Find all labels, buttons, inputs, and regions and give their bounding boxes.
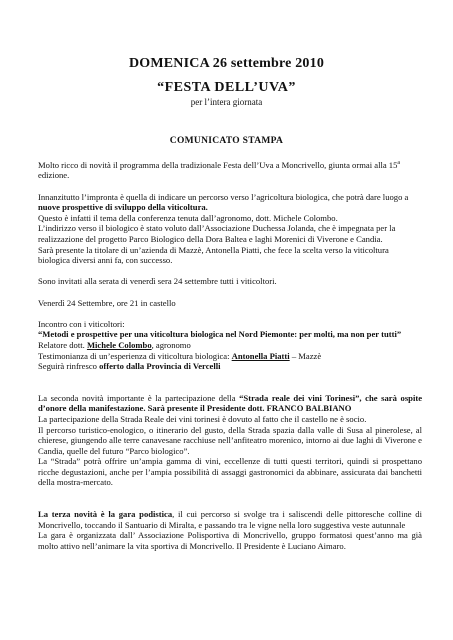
press-release-heading: COMUNICATO STAMPA [169, 136, 284, 146]
third-novelty-highlight: La terza novità è la gara podistica [38, 509, 173, 520]
guest-line: Sarà presente la titolare di un’azienda di Mazzè, Antonella Piatti, che fece la scelta verso la viticoltura biologica diversi anni fa, con successo. [38, 244, 389, 266]
second-novelty-route: Il percorso turistico-enologico, o itinerario del gusto, della Strada spazia dalla valle di Susa al pinerolese, al chierese, giungendo alle terre canavesane racchiuse nell’anfiteatro morenico, intorno ai due laghi di Viverone e Candia, quelle del futuro “Parco biologico”. [38, 424, 422, 456]
speaker-name: Michele Colombo [86, 339, 152, 350]
schedule-line: Venerdì 24 Settembre, ore 21 in castello [38, 297, 176, 308]
second-novelty-section [38, 393, 422, 488]
first-novelty-highlight: nuove prospettive di sviluppo della viticoltura. [38, 202, 208, 213]
second-novelty-membership: La partecipazione della Strada Reale dei vini torinesi è dovuto al fatto che il castello ne è socio. [38, 413, 367, 424]
edition-superscript: a [397, 160, 401, 166]
event-subtitle: per l’intera giornata [190, 97, 263, 107]
intro-paragraph: Molto ricco di novità il programma della tradizionale Festa dell’Uva a Moncrivello, giunta ormai alla 15$^a$ edizione. [38, 159, 401, 181]
speaker-line: Relatore dott. Michele Colombo, agronomo [38, 339, 191, 350]
first-novelty-intro: Innanzitutto l’impronta è quella di indicare un percorso verso l’agricoltura biologica, che potrà dare luogo a nuove prospettive di sviluppo della viticoltura. [38, 191, 409, 213]
third-novelty-intro: La terza novità è la gara podistica, il cui percorso si svolge tra i saliscendi delle pittoresche colline di Moncrivello, toccando il Santuario di Miralta, e passando tra le vigne nella loro suggestiva veste autunnale [38, 509, 422, 530]
document-body [38, 158, 422, 551]
third-novelty-organizer: La gara è organizzata dall’ Associazione Polisportiva di Moncrivello, gruppo formatosi quest’anno ma già molto attivo nell’animare la vita sportiva di Moncrivello. Il Presidente è Luciano Aimaro. [38, 530, 422, 551]
first-novelty-section [38, 192, 422, 266]
refreshment-line: Seguirà rinfresco offerto dalla Provincia di Vercelli [38, 361, 221, 372]
association-line: L’indirizzo verso il biologico è stato voluto dall’Associazione Duchessa Jolanda, che è impegnata per la realizzazione del progetto Parco Biologico della Dora Baltea e laghi Morenici di Viverone e Candia. [38, 223, 396, 245]
second-novelty-highlight: “Strada reale dei vini Torinesi”, che sarà ospite d’onore della manifestazione. Sarà presente il Presidente dott. FRANCO BALBIANO [38, 392, 423, 414]
second-novelty-wines: La “Strada” potrà offrire un’ampia gamma di vini, eccellenze di tutti questi territori, quindi si prospettano ricche degustazioni, anche per l’ampia possibilità di assaggi gastronomici da abbinare, assicurata dai banchetti della mostra-mercato. [38, 456, 422, 488]
event-date: DOMENICA 26 settembre 2010 [128, 56, 325, 71]
witness-line: Testimonianza di un’esperienza di viticoltura biologica: Antonella Piatti – Mazzè [38, 350, 322, 361]
invite-line: Sono invitati alla serata di venerdì sera 24 settembre tutti i viticoltori. [38, 276, 277, 287]
event-title: “FESTA DELL’UVA” [157, 80, 296, 95]
witness-name: Antonella Piatti [231, 350, 290, 361]
meeting-topic: “Metodi e prospettive per una viticoltura biologica nel Nord Piemonte: per molti, ma non per tutti” [38, 329, 402, 340]
meeting-section [38, 319, 422, 372]
second-novelty-intro: La seconda novità importante è la partecipazione della “Strada reale dei vini Torinesi”, che sarà ospite d’onore della manifestazione. Sarà presente il Presidente dott. FRANCO BALBIANO [38, 392, 423, 414]
conference-topic-line: Questo è infatti il tema della conferenza tenuta dall’agronomo, dott. Michele Colombo. [38, 212, 338, 223]
third-novelty-section [38, 509, 422, 551]
meeting-title: Incontro con i viticoltori: [38, 318, 125, 329]
